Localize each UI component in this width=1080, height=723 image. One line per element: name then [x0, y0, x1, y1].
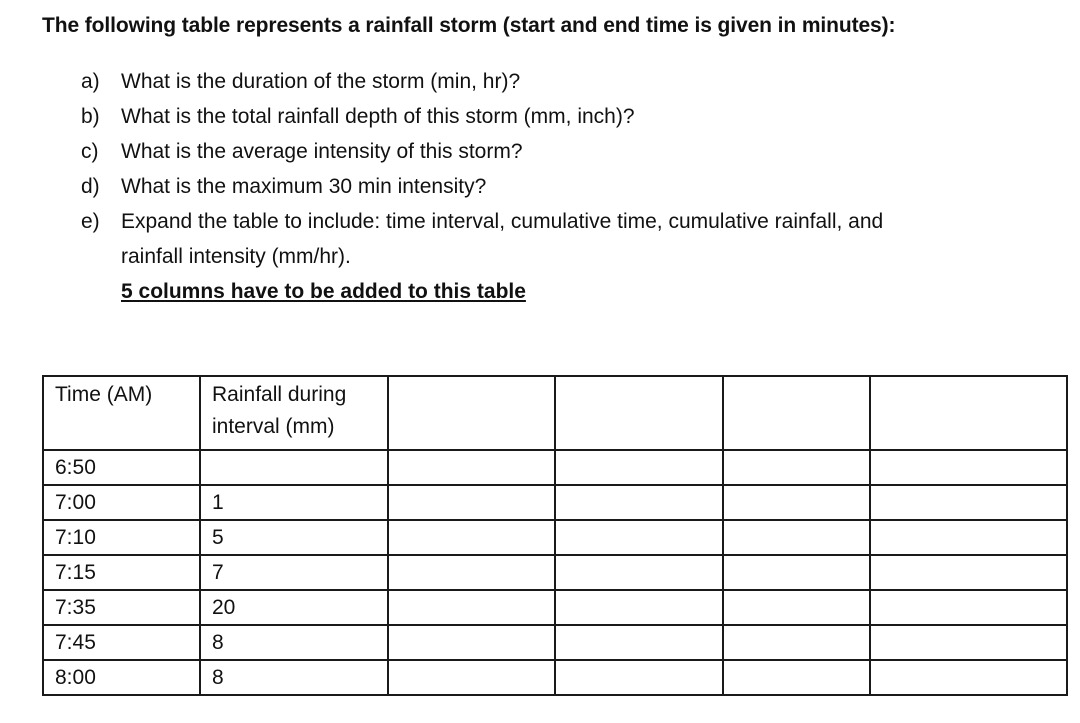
header-empty	[388, 376, 555, 450]
question-text	[121, 169, 1041, 204]
question-line: What is the total rainfall depth of this storm (mm, inch)?	[121, 105, 635, 128]
empty-cell	[388, 450, 555, 485]
empty-cell	[723, 590, 870, 625]
question-line: What is the maximum 30 min intensity?	[121, 175, 487, 198]
empty-cell	[870, 555, 1067, 590]
question-text	[121, 134, 1041, 169]
empty-cell	[388, 590, 555, 625]
question-item	[81, 134, 1041, 169]
question-text	[121, 204, 1041, 309]
header-empty	[555, 376, 723, 450]
empty-cell	[388, 485, 555, 520]
empty-cell	[723, 520, 870, 555]
table-row	[43, 555, 1067, 590]
question-item	[81, 64, 1041, 99]
question-letter: e)	[81, 210, 100, 233]
empty-cell	[870, 520, 1067, 555]
question-letter: a)	[81, 70, 100, 93]
question-letter: d)	[81, 175, 100, 198]
empty-cell	[870, 485, 1067, 520]
empty-cell	[388, 660, 555, 695]
question-list	[81, 64, 1041, 309]
question-line: What is the duration of the storm (min, hr)?	[121, 70, 521, 93]
empty-cell	[555, 450, 723, 485]
time-cell: 7:45	[43, 625, 200, 660]
question-letter: c)	[81, 140, 99, 163]
question-item	[81, 204, 1041, 309]
empty-cell	[870, 590, 1067, 625]
time-cell: 8:00	[43, 660, 200, 695]
empty-cell	[555, 590, 723, 625]
header-rainfall: Rainfall during interval (mm)	[200, 376, 388, 450]
time-cell: 7:15	[43, 555, 200, 590]
question-item	[81, 169, 1041, 204]
table-row	[43, 660, 1067, 695]
empty-cell	[555, 520, 723, 555]
empty-cell	[723, 450, 870, 485]
empty-cell	[555, 660, 723, 695]
rainfall-cell: 8	[200, 625, 388, 660]
empty-cell	[388, 555, 555, 590]
table-row	[43, 485, 1067, 520]
rainfall-cell: 7	[200, 555, 388, 590]
rainfall-cell: 20	[200, 590, 388, 625]
rainfall-cell: 8	[200, 660, 388, 695]
rainfall-cell: 5	[200, 520, 388, 555]
question-item	[81, 99, 1041, 134]
columns-note: 5 columns have to be added to this table	[121, 280, 526, 303]
empty-cell	[723, 485, 870, 520]
question-line: What is the average intensity of this storm?	[121, 140, 523, 163]
time-cell: 7:00	[43, 485, 200, 520]
page-title: The following table represents a rainfall storm (start and end time is given in minutes):	[42, 14, 896, 37]
time-cell: 6:50	[43, 450, 200, 485]
rainfall-table	[42, 375, 1068, 696]
rainfall-cell: 1	[200, 485, 388, 520]
empty-cell	[555, 625, 723, 660]
table-header-row	[43, 376, 1067, 450]
empty-cell	[555, 555, 723, 590]
empty-cell	[388, 520, 555, 555]
question-line: Expand the table to include: time interval, cumulative time, cumulative rainfall, and	[121, 210, 884, 233]
empty-cell	[723, 660, 870, 695]
empty-cell	[723, 625, 870, 660]
table-row	[43, 590, 1067, 625]
empty-cell	[388, 625, 555, 660]
empty-cell	[723, 555, 870, 590]
header-empty	[723, 376, 870, 450]
empty-cell	[870, 450, 1067, 485]
time-cell: 7:35	[43, 590, 200, 625]
empty-cell	[555, 485, 723, 520]
empty-cell	[870, 625, 1067, 660]
empty-cell	[870, 660, 1067, 695]
table-row	[43, 450, 1067, 485]
header-empty	[870, 376, 1067, 450]
table-row	[43, 625, 1067, 660]
question-text	[121, 64, 1041, 99]
table-row	[43, 520, 1067, 555]
question-text	[121, 99, 1041, 134]
time-cell: 7:10	[43, 520, 200, 555]
rainfall-cell	[200, 450, 388, 485]
header-time: Time (AM)	[43, 376, 200, 450]
question-line: rainfall intensity (mm/hr).	[121, 245, 351, 268]
question-letter: b)	[81, 105, 100, 128]
